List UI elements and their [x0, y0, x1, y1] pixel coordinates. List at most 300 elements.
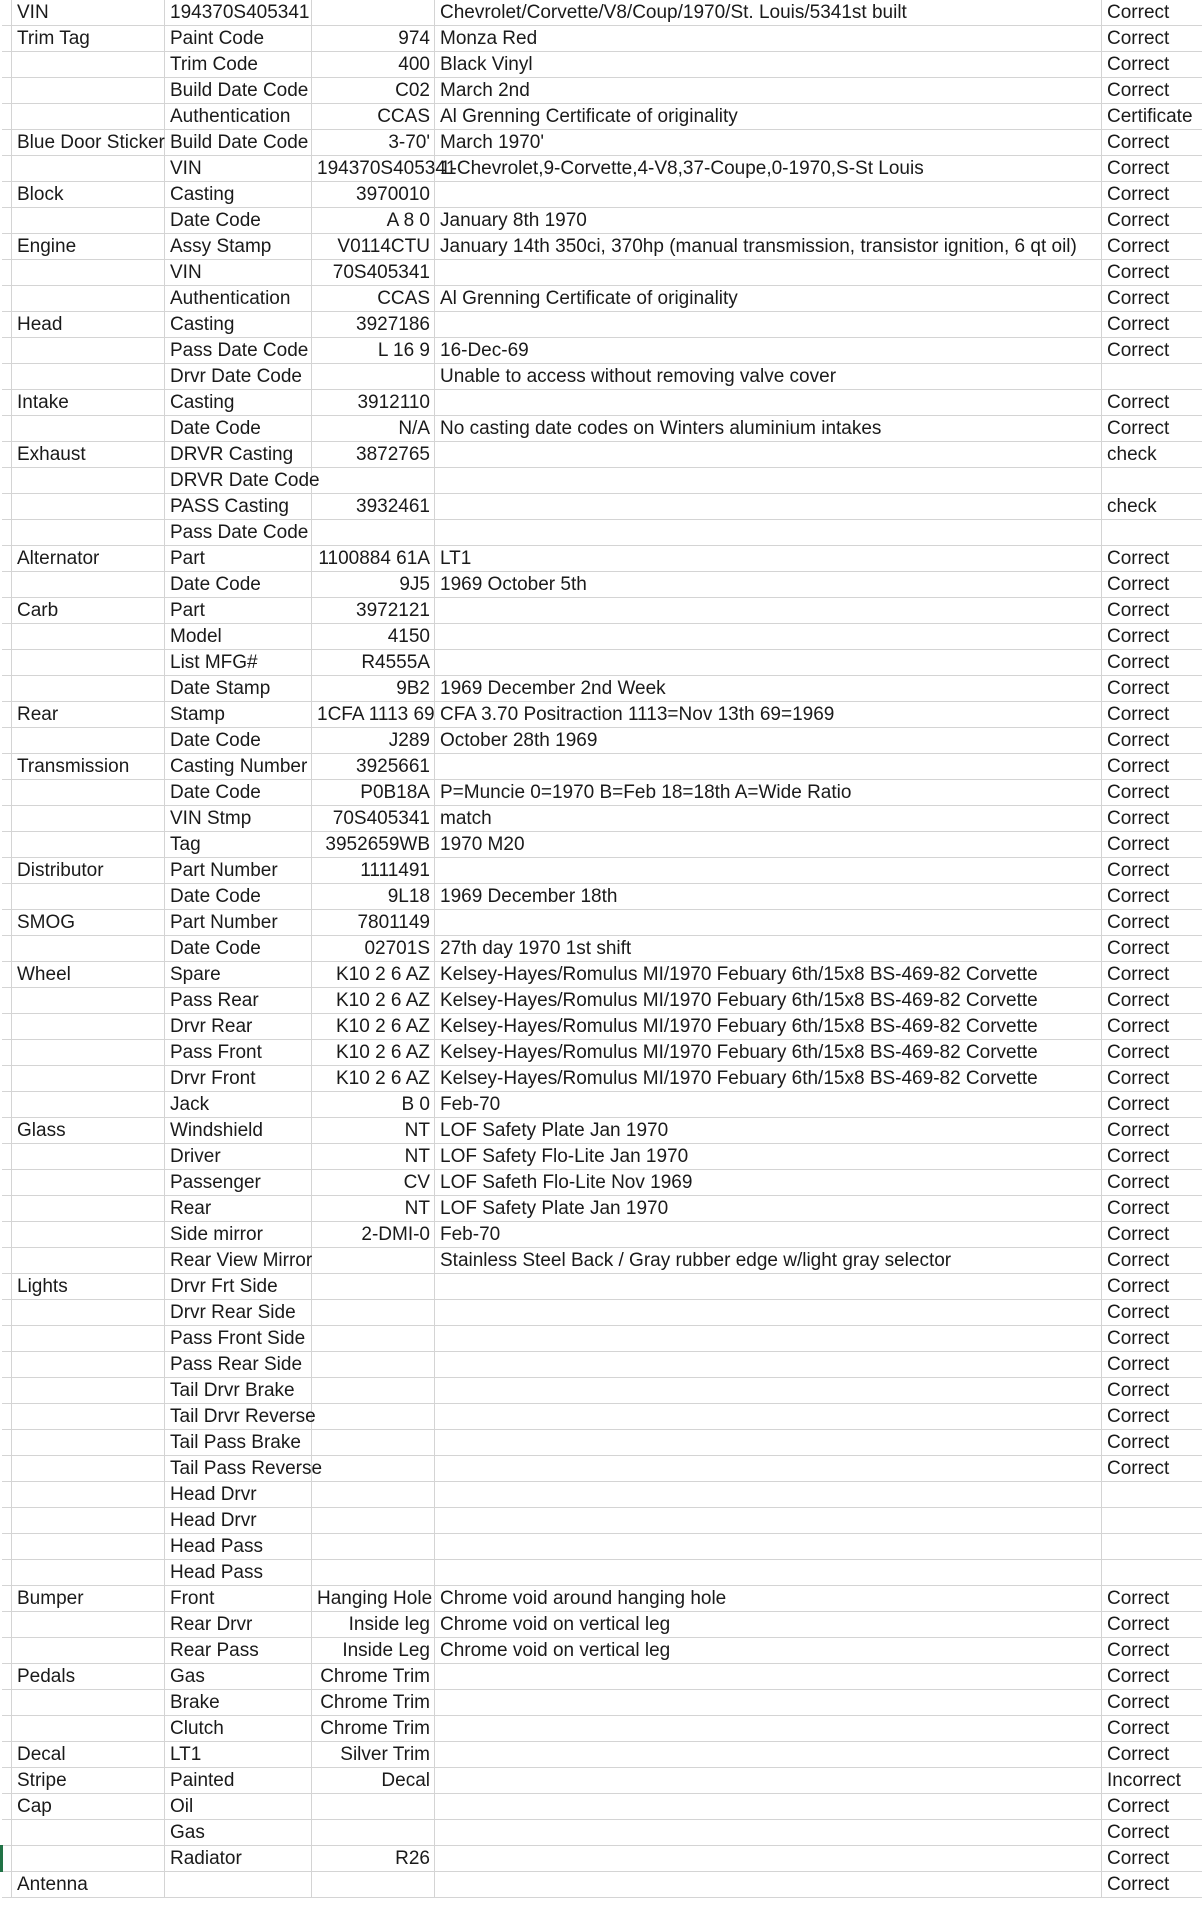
cell-status[interactable]: Certificate	[1102, 104, 1202, 130]
cell-status[interactable]: Correct	[1102, 1846, 1202, 1872]
cell-description[interactable]: 16-Dec-69	[435, 338, 1102, 364]
cell-component[interactable]: Tail Pass Reverse	[165, 1456, 312, 1482]
cell-category[interactable]: Blue Door Sticker	[12, 130, 165, 156]
cell-category[interactable]	[12, 1846, 165, 1872]
cell-description[interactable]	[435, 1430, 1102, 1456]
cell-description[interactable]: match	[435, 806, 1102, 832]
cell-status[interactable]: Correct	[1102, 1144, 1202, 1170]
cell-component[interactable]: Rear View Mirror	[165, 1248, 312, 1274]
cell-code[interactable]	[312, 1508, 435, 1534]
cell-category[interactable]	[12, 1014, 165, 1040]
cell-component[interactable]: Part Number	[165, 910, 312, 936]
cell-code[interactable]: R26	[312, 1846, 435, 1872]
cell-code[interactable]	[312, 1872, 435, 1898]
cell-category[interactable]	[12, 1300, 165, 1326]
cell-code[interactable]: 3927186	[312, 312, 435, 338]
cell-description[interactable]	[435, 520, 1102, 546]
cell-component[interactable]	[165, 1872, 312, 1898]
cell-category[interactable]	[12, 468, 165, 494]
cell-component[interactable]: Stamp	[165, 702, 312, 728]
cell-status[interactable]: Correct	[1102, 1430, 1202, 1456]
cell-description[interactable]: Chrome void on vertical leg	[435, 1612, 1102, 1638]
cell-code[interactable]: 3932461	[312, 494, 435, 520]
cell-status[interactable]	[1102, 468, 1202, 494]
cell-status[interactable]: Correct	[1102, 1300, 1202, 1326]
cell-code[interactable]: 3872765	[312, 442, 435, 468]
cell-status[interactable]	[1102, 1482, 1202, 1508]
cell-status[interactable]: Correct	[1102, 546, 1202, 572]
cell-code[interactable]: 3970010	[312, 182, 435, 208]
cell-description[interactable]	[435, 624, 1102, 650]
cell-description[interactable]	[435, 1404, 1102, 1430]
cell-component[interactable]: Build Date Code	[165, 78, 312, 104]
cell-code[interactable]: 1100884 61A	[312, 546, 435, 572]
cell-category[interactable]	[12, 1430, 165, 1456]
cell-description[interactable]	[435, 1794, 1102, 1820]
cell-component[interactable]: Rear Drvr	[165, 1612, 312, 1638]
cell-category[interactable]	[12, 1066, 165, 1092]
cell-category[interactable]	[12, 104, 165, 130]
cell-description[interactable]: October 28th 1969	[435, 728, 1102, 754]
cell-code[interactable]: K10 2 6 AZ	[312, 962, 435, 988]
cell-status[interactable]: Correct	[1102, 26, 1202, 52]
cell-description[interactable]	[435, 1300, 1102, 1326]
cell-status[interactable]: check	[1102, 494, 1202, 520]
cell-component[interactable]: Windshield	[165, 1118, 312, 1144]
cell-status[interactable]: Correct	[1102, 312, 1202, 338]
cell-category[interactable]	[12, 728, 165, 754]
cell-status[interactable]	[1102, 364, 1202, 390]
cell-description[interactable]: No casting date codes on Winters aluminium intakes	[435, 416, 1102, 442]
cell-code[interactable]	[312, 1794, 435, 1820]
cell-status[interactable]: Correct	[1102, 1248, 1202, 1274]
cell-description[interactable]: Kelsey-Hayes/Romulus MI/1970 Febuary 6th/15x8 BS-469-82 Corvette	[435, 988, 1102, 1014]
cell-category[interactable]: Distributor	[12, 858, 165, 884]
cell-description[interactable]	[435, 1274, 1102, 1300]
cell-status[interactable]: Correct	[1102, 780, 1202, 806]
cell-description[interactable]: P=Muncie 0=1970 B=Feb 18=18th A=Wide Ratio	[435, 780, 1102, 806]
cell-code[interactable]: NT	[312, 1144, 435, 1170]
cell-code[interactable]: 400	[312, 52, 435, 78]
cell-code[interactable]: 70S405341	[312, 260, 435, 286]
cell-component[interactable]: Authentication	[165, 104, 312, 130]
cell-category[interactable]: Glass	[12, 1118, 165, 1144]
cell-description[interactable]	[435, 910, 1102, 936]
cell-category[interactable]	[12, 156, 165, 182]
cell-status[interactable]: Incorrect	[1102, 1768, 1202, 1794]
cell-status[interactable]	[1102, 1560, 1202, 1586]
cell-category[interactable]: Lights	[12, 1274, 165, 1300]
cell-category[interactable]: Transmission	[12, 754, 165, 780]
cell-status[interactable]: Correct	[1102, 1872, 1202, 1898]
cell-component[interactable]: Part Number	[165, 858, 312, 884]
cell-category[interactable]: Trim Tag	[12, 26, 165, 52]
cell-description[interactable]: Kelsey-Hayes/Romulus MI/1970 Febuary 6th/15x8 BS-469-82 Corvette	[435, 1040, 1102, 1066]
cell-description[interactable]: LOF Safety Plate Jan 1970	[435, 1196, 1102, 1222]
cell-status[interactable]: Correct	[1102, 182, 1202, 208]
cell-category[interactable]	[12, 1820, 165, 1846]
cell-component[interactable]: Casting	[165, 390, 312, 416]
cell-component[interactable]: Date Code	[165, 884, 312, 910]
cell-status[interactable]: Correct	[1102, 416, 1202, 442]
cell-component[interactable]: Oil	[165, 1794, 312, 1820]
cell-component[interactable]: Driver	[165, 1144, 312, 1170]
cell-component[interactable]: Drvr Front	[165, 1066, 312, 1092]
cell-description[interactable]: Al Grenning Certificate of originality	[435, 104, 1102, 130]
cell-component[interactable]: Paint Code	[165, 26, 312, 52]
cell-category[interactable]: SMOG	[12, 910, 165, 936]
cell-component[interactable]: Painted	[165, 1768, 312, 1794]
cell-component[interactable]: DRVR Casting	[165, 442, 312, 468]
cell-component[interactable]: Pass Rear	[165, 988, 312, 1014]
cell-status[interactable]: Correct	[1102, 1820, 1202, 1846]
cell-description[interactable]: Chevrolet/Corvette/V8/Coup/1970/St. Louis/5341st built	[435, 0, 1102, 26]
cell-component[interactable]: Pass Front Side	[165, 1326, 312, 1352]
cell-code[interactable]: 2-DMI-0	[312, 1222, 435, 1248]
cell-category[interactable]	[12, 832, 165, 858]
cell-description[interactable]: 1969 December 2nd Week	[435, 676, 1102, 702]
cell-code[interactable]	[312, 1482, 435, 1508]
cell-component[interactable]: Radiator	[165, 1846, 312, 1872]
cell-component[interactable]: List MFG#	[165, 650, 312, 676]
cell-description[interactable]	[435, 260, 1102, 286]
cell-category[interactable]	[12, 1144, 165, 1170]
cell-description[interactable]: Kelsey-Hayes/Romulus MI/1970 Febuary 6th/15x8 BS-469-82 Corvette	[435, 1066, 1102, 1092]
cell-component[interactable]: Jack	[165, 1092, 312, 1118]
cell-status[interactable]: Correct	[1102, 988, 1202, 1014]
cell-description[interactable]: Stainless Steel Back / Gray rubber edge w/light gray selector	[435, 1248, 1102, 1274]
cell-description[interactable]: Chrome void on vertical leg	[435, 1638, 1102, 1664]
cell-status[interactable]: Correct	[1102, 1716, 1202, 1742]
cell-status[interactable]: Correct	[1102, 572, 1202, 598]
cell-component[interactable]: LT1	[165, 1742, 312, 1768]
cell-description[interactable]	[435, 1846, 1102, 1872]
cell-description[interactable]: Unable to access without removing valve cover	[435, 364, 1102, 390]
cell-description[interactable]	[435, 1378, 1102, 1404]
cell-description[interactable]	[435, 1664, 1102, 1690]
cell-status[interactable]: Correct	[1102, 208, 1202, 234]
cell-component[interactable]: Casting	[165, 312, 312, 338]
cell-status[interactable]: Correct	[1102, 1638, 1202, 1664]
cell-code[interactable]	[312, 1820, 435, 1846]
cell-category[interactable]	[12, 1222, 165, 1248]
cell-description[interactable]: Feb-70	[435, 1222, 1102, 1248]
cell-status[interactable]: Correct	[1102, 598, 1202, 624]
cell-description[interactable]	[435, 468, 1102, 494]
cell-status[interactable]: Correct	[1102, 1040, 1202, 1066]
cell-code[interactable]	[312, 1352, 435, 1378]
cell-description[interactable]	[435, 650, 1102, 676]
cell-category[interactable]	[12, 1638, 165, 1664]
cell-component[interactable]: VIN	[165, 260, 312, 286]
cell-code[interactable]	[312, 0, 435, 26]
cell-status[interactable]: Correct	[1102, 1014, 1202, 1040]
cell-component[interactable]: Gas	[165, 1664, 312, 1690]
cell-code[interactable]: Silver Trim	[312, 1742, 435, 1768]
cell-code[interactable]: 1CFA 1113 69	[312, 702, 435, 728]
cell-category[interactable]	[12, 1326, 165, 1352]
cell-description[interactable]	[435, 442, 1102, 468]
cell-component[interactable]: Model	[165, 624, 312, 650]
cell-category[interactable]	[12, 260, 165, 286]
cell-component[interactable]: Date Code	[165, 780, 312, 806]
cell-category[interactable]	[12, 338, 165, 364]
cell-code[interactable]: K10 2 6 AZ	[312, 1014, 435, 1040]
cell-status[interactable]: Correct	[1102, 728, 1202, 754]
cell-component[interactable]: Casting	[165, 182, 312, 208]
cell-category[interactable]: Head	[12, 312, 165, 338]
cell-component[interactable]: VIN	[165, 156, 312, 182]
cell-status[interactable]: Correct	[1102, 806, 1202, 832]
cell-category[interactable]	[12, 1378, 165, 1404]
cell-component[interactable]: Pass Rear Side	[165, 1352, 312, 1378]
cell-component[interactable]: Drvr Rear	[165, 1014, 312, 1040]
cell-category[interactable]	[12, 1482, 165, 1508]
cell-description[interactable]	[435, 858, 1102, 884]
cell-category[interactable]	[12, 1716, 165, 1742]
cell-category[interactable]	[12, 286, 165, 312]
cell-description[interactable]	[435, 1820, 1102, 1846]
cell-status[interactable]	[1102, 1508, 1202, 1534]
cell-code[interactable]	[312, 1300, 435, 1326]
cell-status[interactable]: Correct	[1102, 936, 1202, 962]
cell-component[interactable]: Head Pass	[165, 1534, 312, 1560]
cell-component[interactable]: Build Date Code	[165, 130, 312, 156]
cell-component[interactable]: PASS Casting	[165, 494, 312, 520]
cell-component[interactable]: Drvr Frt Side	[165, 1274, 312, 1300]
cell-category[interactable]	[12, 494, 165, 520]
cell-category[interactable]: Carb	[12, 598, 165, 624]
cell-code[interactable]: 3912110	[312, 390, 435, 416]
cell-category[interactable]: Antenna	[12, 1872, 165, 1898]
cell-description[interactable]	[435, 1872, 1102, 1898]
cell-description[interactable]	[435, 1690, 1102, 1716]
cell-code[interactable]: Inside Leg	[312, 1638, 435, 1664]
cell-code[interactable]: Chrome Trim	[312, 1664, 435, 1690]
cell-description[interactable]: Monza Red	[435, 26, 1102, 52]
cell-code[interactable]: J289	[312, 728, 435, 754]
cell-description[interactable]	[435, 1716, 1102, 1742]
cell-category[interactable]	[12, 1404, 165, 1430]
cell-status[interactable]: Correct	[1102, 1092, 1202, 1118]
cell-description[interactable]: Al Grenning Certificate of originality	[435, 286, 1102, 312]
cell-category[interactable]: Pedals	[12, 1664, 165, 1690]
cell-component[interactable]: Front	[165, 1586, 312, 1612]
cell-code[interactable]	[312, 1430, 435, 1456]
cell-code[interactable]: NT	[312, 1118, 435, 1144]
cell-category[interactable]	[12, 1248, 165, 1274]
cell-category[interactable]: Bumper	[12, 1586, 165, 1612]
cell-code[interactable]: 3-70'	[312, 130, 435, 156]
cell-code[interactable]: Chrome Trim	[312, 1690, 435, 1716]
cell-code[interactable]	[312, 1560, 435, 1586]
cell-status[interactable]: Correct	[1102, 884, 1202, 910]
cell-category[interactable]	[12, 1170, 165, 1196]
cell-category[interactable]: Engine	[12, 234, 165, 260]
cell-code[interactable]: 3972121	[312, 598, 435, 624]
cell-status[interactable]: Correct	[1102, 1378, 1202, 1404]
cell-code[interactable]	[312, 1534, 435, 1560]
cell-status[interactable]: Correct	[1102, 1612, 1202, 1638]
cell-code[interactable]: CCAS	[312, 286, 435, 312]
cell-code[interactable]	[312, 1274, 435, 1300]
cell-category[interactable]	[12, 780, 165, 806]
cell-category[interactable]	[12, 884, 165, 910]
cell-description[interactable]	[435, 1482, 1102, 1508]
cell-category[interactable]	[12, 78, 165, 104]
cell-status[interactable]: Correct	[1102, 1326, 1202, 1352]
cell-category[interactable]	[12, 1534, 165, 1560]
cell-code[interactable]	[312, 1248, 435, 1274]
cell-category[interactable]: Cap	[12, 1794, 165, 1820]
cell-component[interactable]: Tail Drvr Brake	[165, 1378, 312, 1404]
cell-description[interactable]	[435, 182, 1102, 208]
cell-component[interactable]: Date Code	[165, 416, 312, 442]
cell-description[interactable]: Kelsey-Hayes/Romulus MI/1970 Febuary 6th/15x8 BS-469-82 Corvette	[435, 1014, 1102, 1040]
cell-component[interactable]: Tail Pass Brake	[165, 1430, 312, 1456]
cell-code[interactable]	[312, 468, 435, 494]
cell-code[interactable]: 194370S405341	[312, 156, 435, 182]
cell-code[interactable]: 9L18	[312, 884, 435, 910]
cell-component[interactable]: Date Stamp	[165, 676, 312, 702]
cell-description[interactable]	[435, 312, 1102, 338]
cell-component[interactable]: Side mirror	[165, 1222, 312, 1248]
cell-component[interactable]: Date Code	[165, 572, 312, 598]
cell-description[interactable]	[435, 1456, 1102, 1482]
cell-status[interactable]: Correct	[1102, 910, 1202, 936]
cell-code[interactable]: P0B18A	[312, 780, 435, 806]
cell-category[interactable]: Wheel	[12, 962, 165, 988]
cell-status[interactable]: Correct	[1102, 1404, 1202, 1430]
cell-category[interactable]	[12, 1612, 165, 1638]
cell-description[interactable]: March 1970'	[435, 130, 1102, 156]
cell-code[interactable]: L 16 9	[312, 338, 435, 364]
cell-code[interactable]: 1111491	[312, 858, 435, 884]
cell-component[interactable]: Clutch	[165, 1716, 312, 1742]
cell-status[interactable]: check	[1102, 442, 1202, 468]
cell-component[interactable]: Date Code	[165, 728, 312, 754]
cell-category[interactable]	[12, 936, 165, 962]
cell-status[interactable]: Correct	[1102, 0, 1202, 26]
cell-code[interactable]	[312, 1326, 435, 1352]
cell-description[interactable]: March 2nd	[435, 78, 1102, 104]
cell-code[interactable]: Hanging Hole	[312, 1586, 435, 1612]
cell-code[interactable]: 4150	[312, 624, 435, 650]
cell-component[interactable]: Trim Code	[165, 52, 312, 78]
cell-status[interactable]: Correct	[1102, 130, 1202, 156]
cell-component[interactable]: Drvr Date Code	[165, 364, 312, 390]
cell-description[interactable]: CFA 3.70 Positraction 1113=Nov 13th 69=1969	[435, 702, 1102, 728]
cell-description[interactable]: 1-Chevrolet,9-Corvette,4-V8,37-Coupe,0-1970,S-St Louis	[435, 156, 1102, 182]
cell-description[interactable]	[435, 1534, 1102, 1560]
cell-description[interactable]	[435, 494, 1102, 520]
cell-code[interactable]: CCAS	[312, 104, 435, 130]
cell-category[interactable]: Rear	[12, 702, 165, 728]
cell-component[interactable]: Spare	[165, 962, 312, 988]
cell-category[interactable]	[12, 364, 165, 390]
cell-code[interactable]: K10 2 6 AZ	[312, 1040, 435, 1066]
cell-category[interactable]	[12, 988, 165, 1014]
cell-code[interactable]: A 8 0	[312, 208, 435, 234]
cell-category[interactable]: Block	[12, 182, 165, 208]
cell-category[interactable]: Alternator	[12, 546, 165, 572]
cell-description[interactable]: January 14th 350ci, 370hp (manual transmission, transistor ignition, 6 qt oil)	[435, 234, 1102, 260]
cell-code[interactable]: Chrome Trim	[312, 1716, 435, 1742]
cell-component[interactable]: Head Drvr	[165, 1482, 312, 1508]
cell-status[interactable]: Correct	[1102, 78, 1202, 104]
cell-category[interactable]	[12, 208, 165, 234]
cell-component[interactable]: Passenger	[165, 1170, 312, 1196]
cell-status[interactable]: Correct	[1102, 1690, 1202, 1716]
cell-status[interactable]: Correct	[1102, 1196, 1202, 1222]
cell-description[interactable]	[435, 390, 1102, 416]
cell-component[interactable]: VIN Stmp	[165, 806, 312, 832]
cell-code[interactable]: 3925661	[312, 754, 435, 780]
cell-status[interactable]: Correct	[1102, 832, 1202, 858]
cell-description[interactable]: Feb-70	[435, 1092, 1102, 1118]
cell-status[interactable]: Correct	[1102, 156, 1202, 182]
cell-category[interactable]	[12, 1092, 165, 1118]
cell-code[interactable]: R4555A	[312, 650, 435, 676]
cell-category[interactable]	[12, 1352, 165, 1378]
cell-status[interactable]: Correct	[1102, 338, 1202, 364]
cell-code[interactable]	[312, 364, 435, 390]
cell-code[interactable]: K10 2 6 AZ	[312, 988, 435, 1014]
cell-status[interactable]: Correct	[1102, 1794, 1202, 1820]
cell-category[interactable]	[12, 416, 165, 442]
cell-component[interactable]: Gas	[165, 1820, 312, 1846]
cell-status[interactable]	[1102, 1534, 1202, 1560]
cell-status[interactable]: Correct	[1102, 1274, 1202, 1300]
cell-description[interactable]	[435, 1508, 1102, 1534]
cell-component[interactable]: Part	[165, 546, 312, 572]
cell-component[interactable]: Pass Date Code	[165, 520, 312, 546]
cell-component[interactable]: Date Code	[165, 208, 312, 234]
cell-code[interactable]: V0114CTU	[312, 234, 435, 260]
cell-description[interactable]: 1970 M20	[435, 832, 1102, 858]
cell-code[interactable]	[312, 520, 435, 546]
cell-status[interactable]: Correct	[1102, 858, 1202, 884]
cell-description[interactable]	[435, 1560, 1102, 1586]
cell-code[interactable]: 70S405341	[312, 806, 435, 832]
cell-code[interactable]	[312, 1404, 435, 1430]
cell-category[interactable]	[12, 1690, 165, 1716]
cell-description[interactable]: LT1	[435, 546, 1102, 572]
cell-component[interactable]: Tag	[165, 832, 312, 858]
cell-component[interactable]: Brake	[165, 1690, 312, 1716]
cell-component[interactable]: 194370S405341	[165, 0, 312, 26]
cell-category[interactable]	[12, 1040, 165, 1066]
cell-component[interactable]: Authentication	[165, 286, 312, 312]
cell-code[interactable]: 974	[312, 26, 435, 52]
cell-component[interactable]: Pass Date Code	[165, 338, 312, 364]
cell-component[interactable]: Drvr Rear Side	[165, 1300, 312, 1326]
cell-description[interactable]: Chrome void around hanging hole	[435, 1586, 1102, 1612]
cell-component[interactable]: Tail Drvr Reverse	[165, 1404, 312, 1430]
cell-component[interactable]: DRVR Date Code	[165, 468, 312, 494]
cell-component[interactable]: Assy Stamp	[165, 234, 312, 260]
cell-category[interactable]: Decal	[12, 1742, 165, 1768]
cell-component[interactable]: Rear	[165, 1196, 312, 1222]
cell-status[interactable]: Correct	[1102, 754, 1202, 780]
cell-code[interactable]: N/A	[312, 416, 435, 442]
cell-description[interactable]	[435, 1768, 1102, 1794]
cell-category[interactable]	[12, 1196, 165, 1222]
cell-status[interactable]	[1102, 520, 1202, 546]
cell-status[interactable]: Correct	[1102, 1222, 1202, 1248]
cell-category[interactable]	[12, 520, 165, 546]
cell-category[interactable]	[12, 52, 165, 78]
